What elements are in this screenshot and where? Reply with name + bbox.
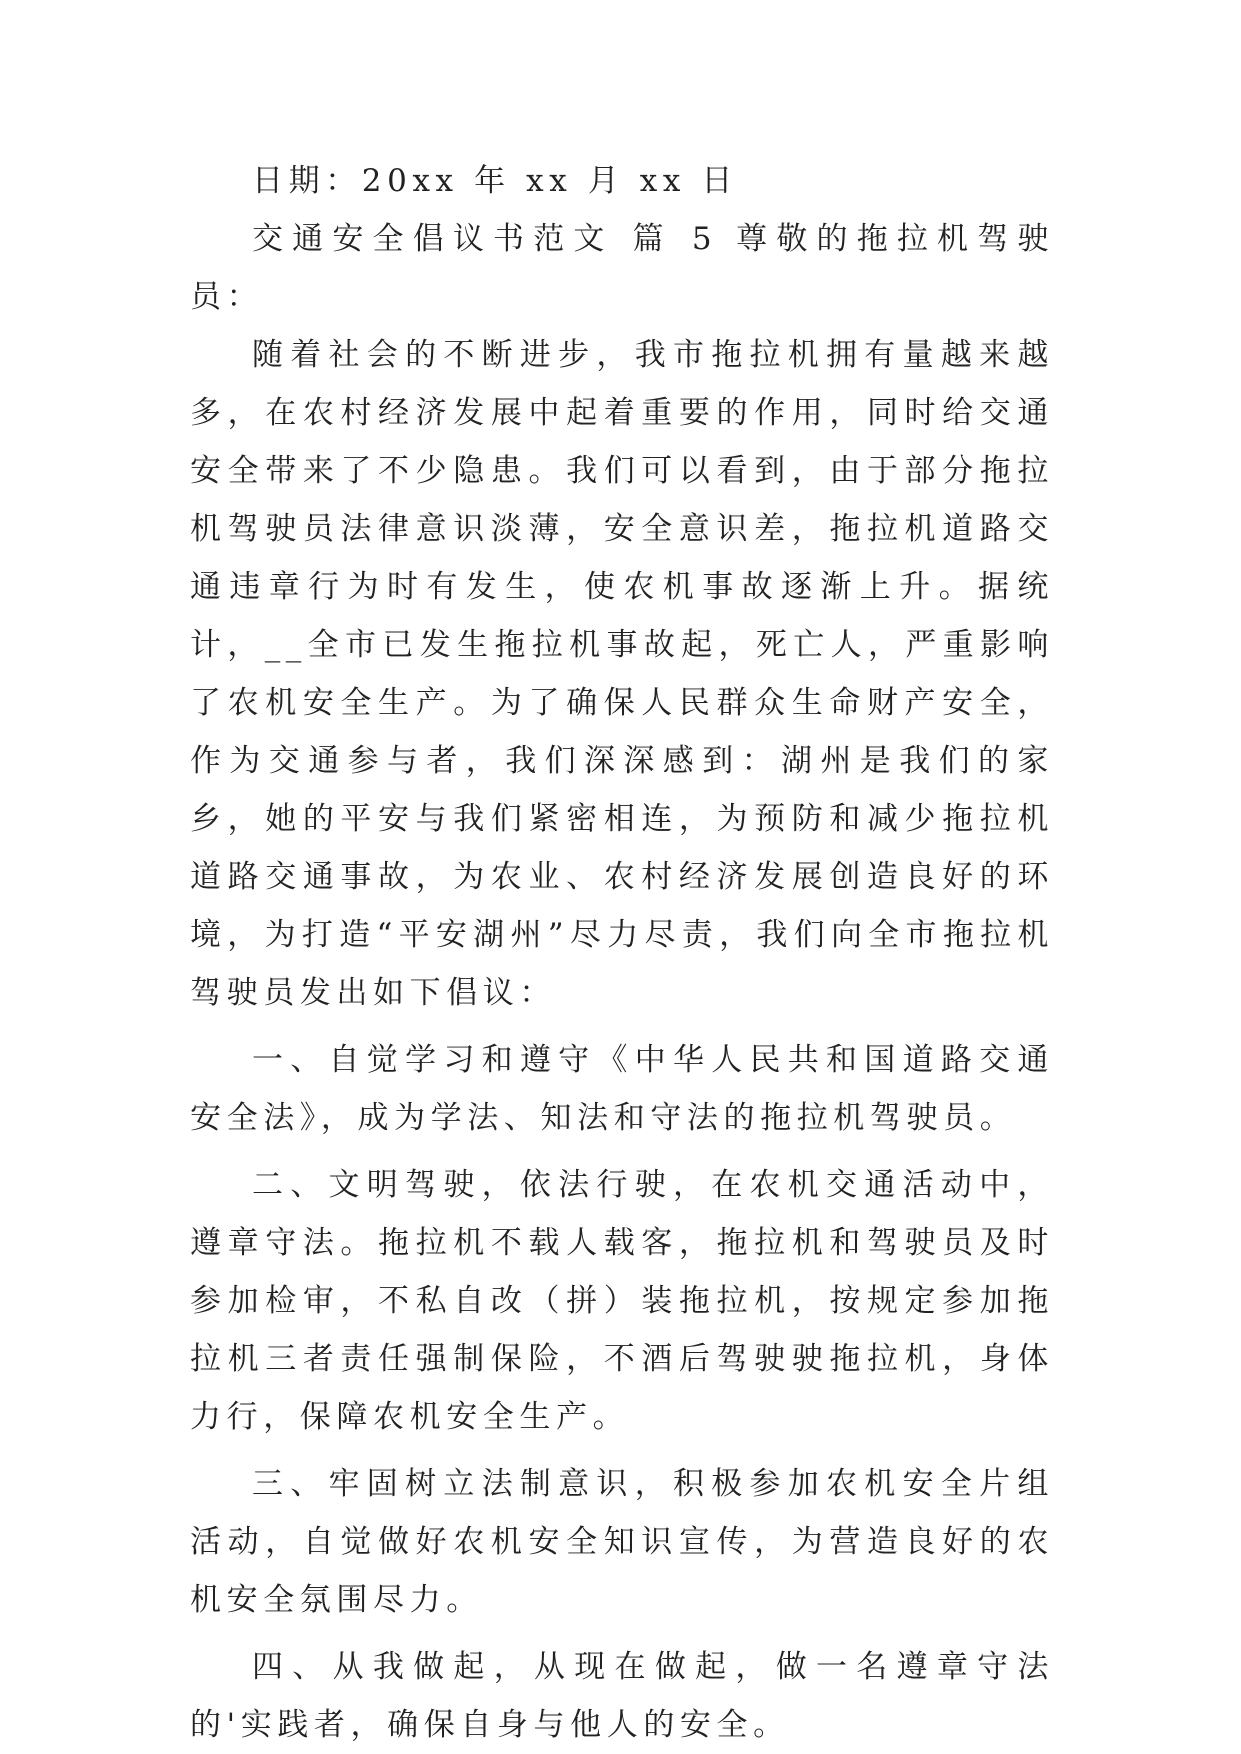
body-paragraph-intro: 随着社会的不断进步，我市拖拉机拥有量越来越多，在农村经济发展中起着重要的作用，同时给交通安全带来了不少隐患。我们可以看到，由于部分拖拉机驾驶员法律意识淡薄，安全意识差，拖拉机道路交通违章行为时有发生，使农机事故逐渐上升。据统计，__全市已发生拖拉机事故起，死亡人，严重影响了农机安全生产。为了确保人民群众生命财产安全，作为交通参与者，我们深深感到：湖州是我们的家乡，她的平安与我们紧密相连，为预防和减少拖拉机道路交通事故，为农业、农村经济发展创造良好的环境，为打造“平安湖州”尽力尽责，我们向全市拖拉机驾驶员发出如下倡议： — [190, 337, 1054, 1011]
proposal-item-3: 三、牢固树立法制意识，积极参加农机安全片组活动，自觉做好农机安全知识宣传，为营造良好的农机安全氛围尽力。 — [190, 1466, 1054, 1618]
proposal-item-2: 二、文明驾驶，依法行驶，在农机交通活动中，遵章守法。拖拉机不载人载客，拖拉机和驾驶员及时参加检审，不私自改（拼）装拖拉机，按规定参加拖拉机三者责任强制保险，不酒后驾驶驶拖拉机，身体力行，保障农机安全生产。 — [190, 1167, 1054, 1435]
proposal-heading: 交通安全倡议书范文 篇 5 尊敬的拖拉机驾驶员： — [190, 221, 1054, 315]
document-body — [190, 152, 1054, 1754]
proposal-item-1: 一、自觉学习和遵守《中华人民共和国道路交通安全法》，成为学法、知法和守法的拖拉机驾驶员。 — [190, 1042, 1054, 1136]
proposal-item-4: 四、从我做起，从现在做起，做一名遵章守法的'实践者，确保自身与他人的安全。 — [190, 1649, 1054, 1743]
date-line: 日期：20xx 年 xx 月 xx 日 — [252, 163, 739, 199]
